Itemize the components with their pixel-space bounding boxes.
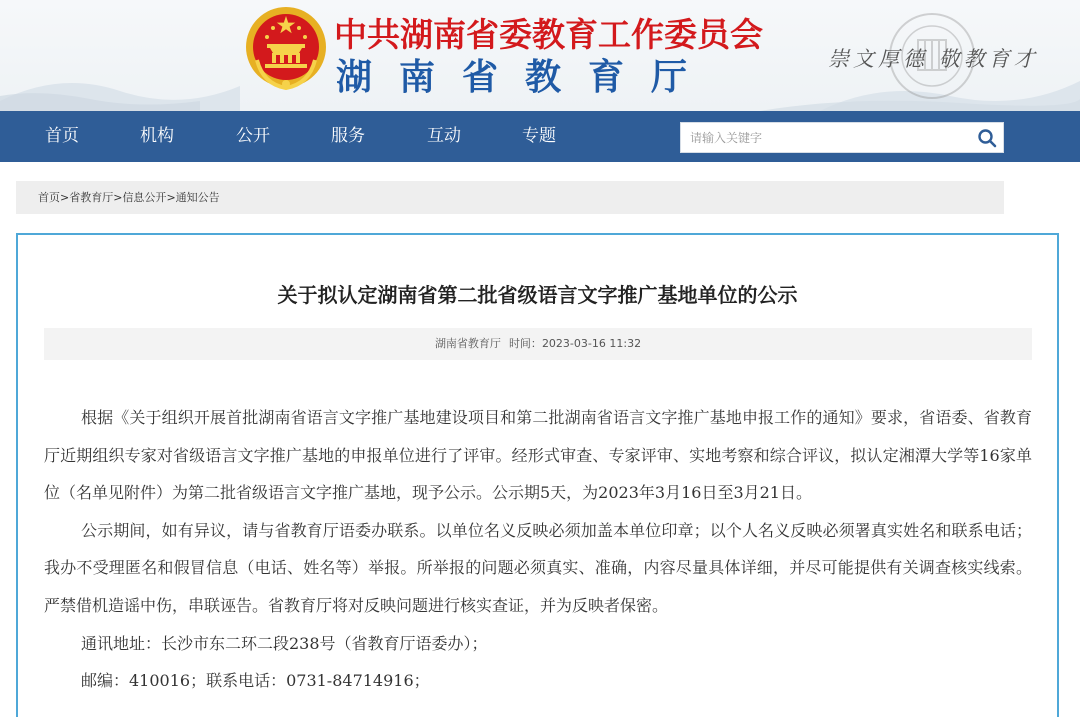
search-icon[interactable]: [977, 128, 997, 148]
nav-item-disclosure[interactable]: 公开: [236, 126, 270, 146]
article-meta: [44, 328, 1032, 360]
breadcrumb-notices[interactable]: 通知公告: [175, 191, 220, 204]
breadcrumb: [16, 181, 1004, 214]
breadcrumb-separator: >: [60, 191, 70, 204]
breadcrumb-education-dept[interactable]: 省教育厅: [69, 191, 114, 204]
national-emblem-icon: [243, 4, 329, 94]
article-paragraph: 通讯地址：长沙市东二环二段238号（省教育厅语委办）；: [81, 633, 488, 653]
nav-item-services[interactable]: 服务: [331, 126, 365, 146]
article-time: 2023-03-16 11:32: [541, 337, 642, 350]
breadcrumb-separator: >: [166, 191, 176, 204]
site-title-department: 湖南省教育厅: [336, 57, 715, 98]
article-paragraph: 公示期间，如有异议，请与省教育厅语委办联系。以单位名义反映必须加盖本单位印章；以个人名义反映必须署真实姓名和联系电话；我办不受理匿名和假冒信息（电话、姓名等）举报。所举报的问题必须真实、准确，内容尽量具体详细，并尽可能提供有关调查核实线索。严禁借机造谣中伤，串联诬告。省教育厅将对反映问题进行核实查证，并为反映者保密。: [44, 520, 1032, 615]
article-paragraph: 邮编：410016；联系电话：0731-84714916；: [81, 671, 430, 691]
search-input[interactable]: [681, 123, 971, 152]
article-panel: [16, 233, 1059, 717]
article-body: [44, 399, 1032, 700]
nav-item-topics[interactable]: 专题: [522, 126, 556, 146]
breadcrumb-separator: >: [113, 191, 123, 204]
site-motto: 崇文厚德 敬教育才: [828, 47, 1039, 71]
article-source: 湖南省教育厅: [434, 337, 501, 350]
breadcrumb-info-disclosure[interactable]: 信息公开: [122, 191, 167, 204]
search-box: [680, 122, 1004, 153]
breadcrumb-home[interactable]: 首页: [38, 191, 60, 204]
nav-item-organization[interactable]: 机构: [140, 126, 174, 146]
site-banner: [0, 0, 1080, 111]
nav-item-interaction[interactable]: 互动: [427, 126, 461, 146]
article-time-label: 时间：: [508, 337, 542, 350]
nav-item-home[interactable]: 首页: [45, 126, 79, 146]
article-paragraph: 根据《关于组织开展首批湖南省语言文字推广基地建设项目和第二批湖南省语言文字推广基地申报工作的通知》要求，省语委、省教育厅近期组织专家对省级语言文字推广基地的申报单位进行了评审。经形式审查、专家评审、实地考察和综合评议，拟认定湘潭大学等16家单位（名单见附件）为第二批省级语言文字推广基地，现予公示。公示期5天，为2023年3月16日至3月21日。: [44, 408, 1032, 503]
article-title: 关于拟认定湖南省第二批省级语言文字推广基地单位的公示: [277, 283, 798, 307]
site-title-party-committee: 中共湖南省委教育工作委员会: [334, 15, 763, 54]
